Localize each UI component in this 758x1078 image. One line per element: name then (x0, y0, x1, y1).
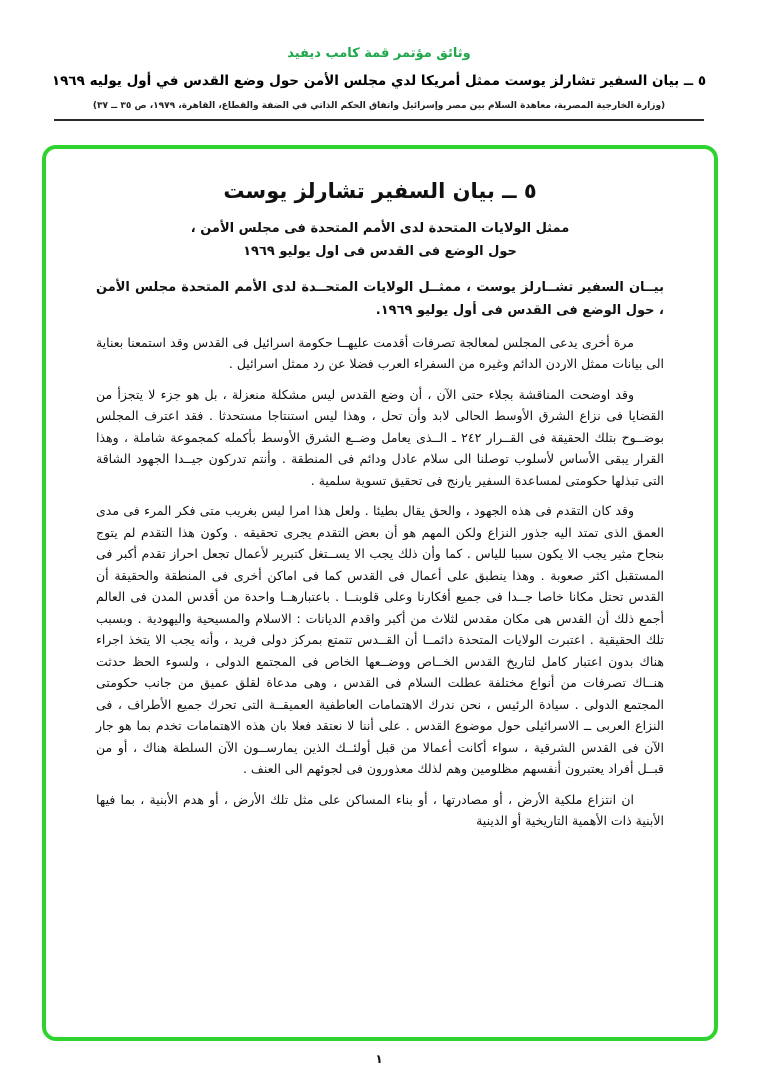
document-paragraph: ان انتزاع ملكية الأرض ، أو مصادرتها ، أو بناء المساكن على مثل تلك الأرض ، أو هدم الأبنية ، بما فيها الأبنية ذات الأهمية التاريخية أو الدينية (96, 791, 664, 828)
document-paragraph: مرة أخرى يدعى المجلس لمعالجة تصرفات أقدمت عليهــا حكومة اسرائيل فى القدس وقد استمعنا بعناية الى بيانات ممثل الاردن الدائم وغيره من السفراء العرب فضلا عن رد ممثل اسرائيل . (96, 334, 664, 371)
document-subtitle-1: ممثل الولايات المتحدة لدى الأمم المتحدة فى مجلس الأمن ، (190, 221, 570, 236)
document-body (96, 332, 664, 832)
page-header (0, 0, 758, 121)
header-divider (54, 119, 704, 121)
source-citation: (وزارة الخارجية المصرية، معاهدة السلام بين مصر وإسرائيل واتفاق الحكم الذاتي في الضفة والقطاع، القاهرة، ١٩٧٩، ص ٣٥ ــ ٣٧) (92, 100, 666, 111)
document-title: ٥ ــ بيان السفير تشارلز يوست (223, 179, 537, 203)
page-number: ١ (375, 1052, 383, 1066)
series-title: وثائق مؤتمر قمة كامب ديفيد (287, 46, 471, 61)
document-paragraph: وقد كان التقدم فى هذه الجهود ، والحق يقال بطيئا . ولعل هذا امرا ليس بغريب متى فكر المرء فى مدى العمق الذى تمتد اليه جذور النزاع ولكن المهم هو أن بعض التقدم يجرى تحقيقه . وكون هذا التقدم لم يتوج بنجاح مثير يجب الا يكون سببا للياس . كما وأن ذلك يجب الا يســتغل كتبرير لأعمال تجعل احراز تقدم أكبر فى المستقبل اكثر صعوبة . وهذا ينطبق على أعمال فى القدس كما فى اماكن أخرى فى المنطقة والحقيقة أن القدس تحتل مكانا خاصا جــدا فى جميع أفكارنا وعلى قلوبنــا . باعتبارهــا واحدة من أقدس المدن فى العالم أجمع ذلك أن القدس هى مكان مقدس لثلاث من أكبر واقدم الديانات : الاسلام والمسيحية واليهودية . وبسبب تلك الحقيقية . اعتبرت الولايات المتحدة دائمــا أن القــدس تتمتع بمركز دولى فريد ، وأنه يجب الا يتخذ اجراء هناك بدون اعتبار كامل لتاريخ القدس الخــاص ووضــعها الخاص فى المجتمع الدولى ، ولسوء الحظ حدثت هنــاك تصرفات من أنواع مختلفة عطلت السلام فى القدس ، وهى مدعاة لقلق عميق من جانب حكومتى المجتمع الدولى . سيادة الرئيس ، نحن ندرك الاهتمامات العاطفية العميقــة التى تحرك جميع الأطراف ، فى النزاع العربى ــ الاسرائيلى حول موضوع القدس . على أننا لا نعتقد فعلا بان هذه الاهتمامات تخدم بما هو جار الآن فى القدس الشرقية ، سواء أكانت أعمالا من قبل أولئــك الذين يمارســون الآن السلطة هناك ، أو من قبــل أفراد يعتبرون أنفسهم مظلومين وهم لذلك معذورون فى لجوئهم الى العنف . (96, 503, 664, 776)
document-subtitle-2: حول الوضع فى القدس فى اول يوليو ١٩٦٩ (243, 243, 517, 259)
document-headline: ٥ ــ بيان السفير تشارلز يوست ممثل أمريكا لدي مجلس الأمن حول وضع القدس في أول يوليه ١٩٦٩ (51, 73, 707, 89)
document-frame (42, 145, 718, 1041)
document-lead-paragraph: بيــان السفير تشــارلز يوست ، ممثــل الولايات المتحــدة لدى الأمم المتحدة مجلس الأمن ، حول الوضع فى القدس فى أول يوليو ١٩٦٩. (96, 280, 664, 318)
document-paragraph: وقد اوضحت المناقشة بجلاء حتى الآن ، أن وضع القدس ليس مشكلة منعزلة ، بل هو جزء لا يتجزأ من القضايا فى نزاع الشرق الأوسط الحالى لابد وأن تحل ، وهذا ليس استنتاجا مستحدثا . فقد اعترف المجلس بوضــوح بتلك الحقيقة فى القــرار ٢٤٢ ـ الــذى يعامل وضــع الشرق الأوسط بأكمله كمجموعة شاملة ، وهذا القرار يبقى الأساس لأسلوب توصلنا الى سلام عادل ودائم فى المنطقة . وأنتم تدركون جيــدا الجهود الشاقة التى تبذلها حكومتى لمساعدة السفير يارنج فى تحقيق تسوية سلمية . (96, 386, 664, 488)
